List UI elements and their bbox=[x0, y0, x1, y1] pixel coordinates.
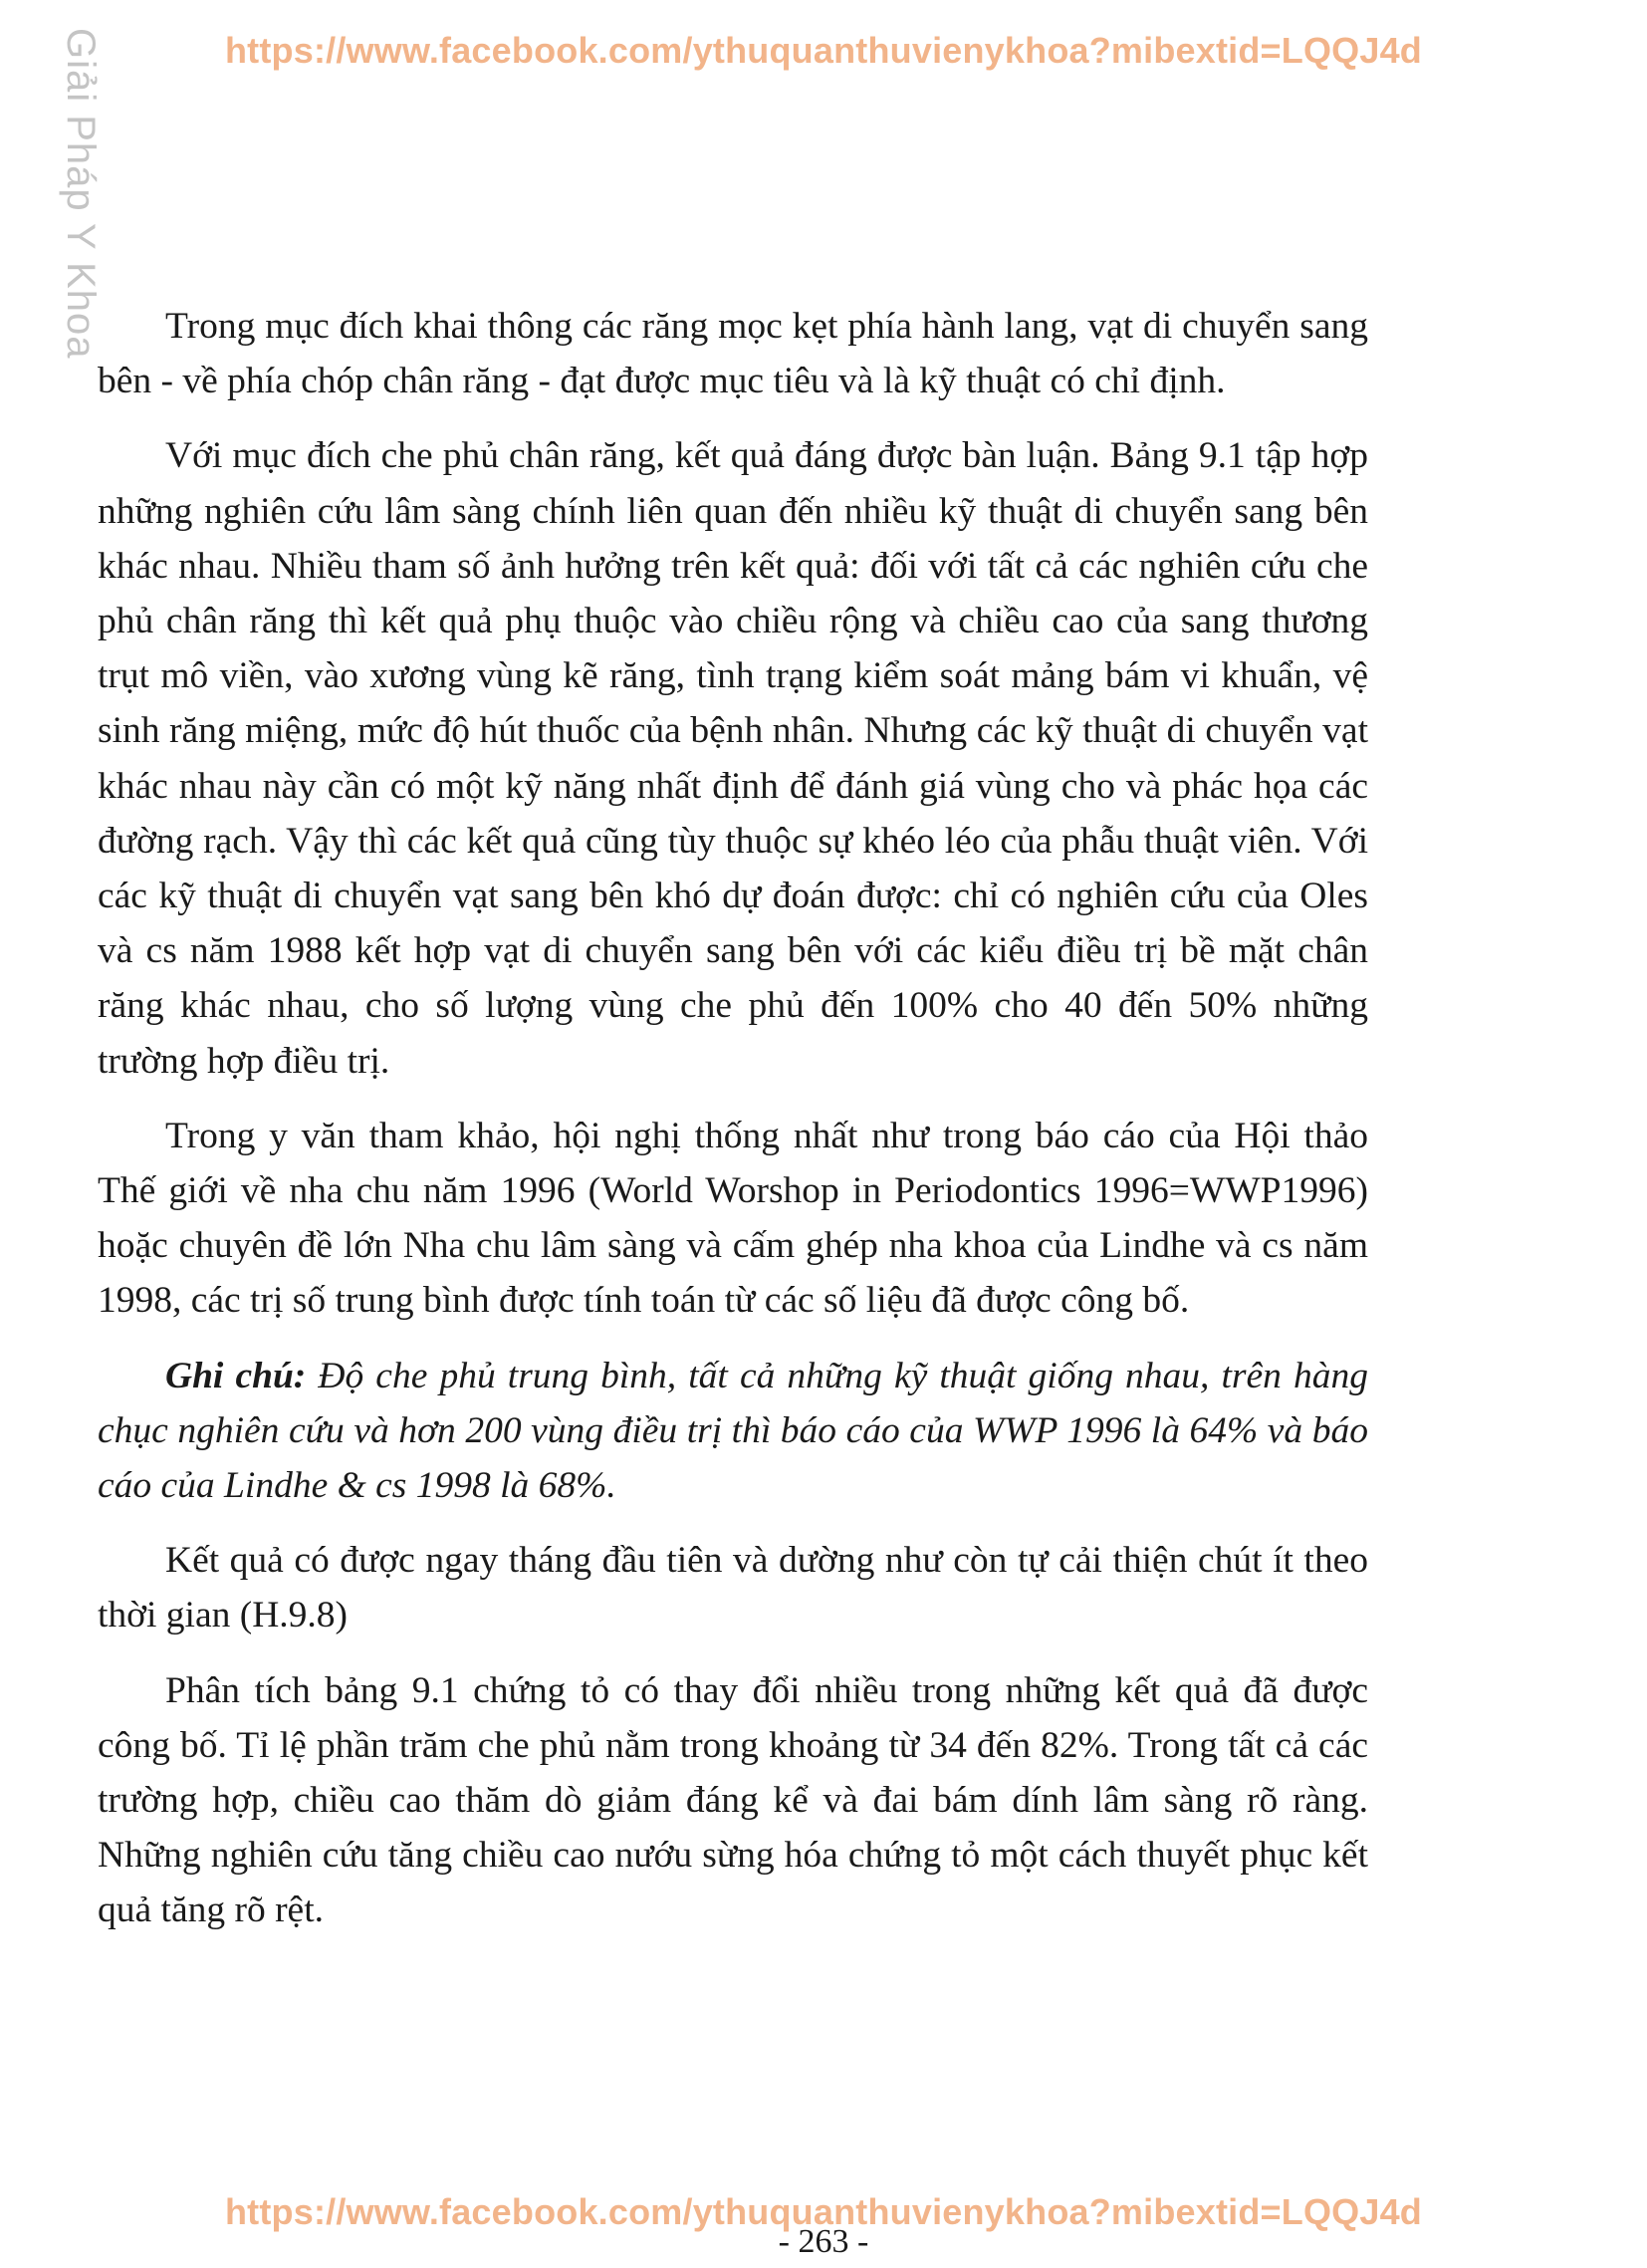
paragraph-3: Trong y văn tham khảo, hội nghị thống nhất như trong báo cáo của Hội thảo Thế giới về nha chu năm 1996 (World Worshop in Periodontics 1996=WWP1996) hoặc chuyên đề lớn Nha chu lâm sàng và cấm ghép nha khoa của Lindhe và cs năm 1998, các trị số trung bình được tính toán từ các số liệu đã được công bố. bbox=[98, 1115, 1368, 1322]
document-body bbox=[98, 299, 1368, 1958]
note-text: Độ che phủ trung bình, tất cả những kỹ thuật giống nhau, trên hàng chục nghiên cứu và hơn 200 vùng điều trị thì báo cáo của WWP 1996 là 64% và báo cáo của Lindhe & cs 1998 là 68%. bbox=[98, 1355, 1369, 1507]
paragraph-1: Trong mục đích khai thông các răng mọc kẹt phía hành lang, vạt di chuyển sang bên - về phía chóp chân răng - đạt được mục tiêu và là kỹ thuật có chỉ định. bbox=[98, 306, 1368, 402]
paragraph-4: Kết quả có được ngay tháng đầu tiên và dường như còn tự cải thiện chút ít theo thời gian (H.9.8) bbox=[98, 1540, 1368, 1637]
watermark-url-top: https://www.facebook.com/ythuquanthuvienykhoa?mibextid=LQQJ4d bbox=[224, 30, 1422, 71]
watermark-url-bottom: https://www.facebook.com/ythuquanthuvienykhoa?mibextid=LQQJ4d bbox=[224, 2191, 1422, 2232]
side-watermark: Giải Pháp Y Khoa bbox=[59, 28, 103, 360]
note-label: Ghi chú: bbox=[165, 1355, 307, 1396]
page-number: - 263 - bbox=[778, 2223, 869, 2260]
paragraph-2: Với mục đích che phủ chân răng, kết quả đáng được bàn luận. Bảng 9.1 tập hợp những nghiên cứu lâm sàng chính liên quan đến nhiều kỹ thuật di chuyển sang bên khác nhau. Nhiều tham số ảnh hưởng trên kết quả: đối với tất cả các nghiên cứu che phủ chân răng thì kết quả phụ thuộc vào chiều rộng và chiều cao của sang thương trụt mô viền, vào xương vùng kẽ răng, tình trạng kiểm soát mảng bám vi khuẩn, vệ sinh răng miệng, mức độ hút thuốc của bệnh nhân. Nhưng các kỹ thuật di chuyển vạt khác nhau này cần có một kỹ năng nhất định để đánh giá vùng cho và phác họa các đường rạch. Vậy thì các kết quả cũng tùy thuộc sự khéo léo của phẫu thuật viên. Với các kỹ thuật di chuyển vạt sang bên khó dự đoán được: chỉ có nghiên cứu của Oles và cs năm 1988 kết hợp vạt di chuyển sang bên với các kiểu điều trị bề mặt chân răng khác nhau, cho số lượng vùng che phủ đến 100% cho 40 đến 50% những trường hợp điều trị. bbox=[98, 435, 1368, 1082]
note-paragraph bbox=[98, 1349, 1368, 1514]
paragraph-5: Phân tích bảng 9.1 chứng tỏ có thay đổi nhiều trong những kết quả đã được công bố. Tỉ lệ phần trăm che phủ nằm trong khoảng từ 34 đến 82%. Trong tất cả các trường hợp, chiều cao thăm dò giảm đáng kể và đai bám dính lâm sàng rõ ràng. Những nghiên cứu tăng chiều cao nướu sừng hóa chứng tỏ một cách thuyết phục kết quả tăng rõ rệt. bbox=[98, 1669, 1368, 1931]
